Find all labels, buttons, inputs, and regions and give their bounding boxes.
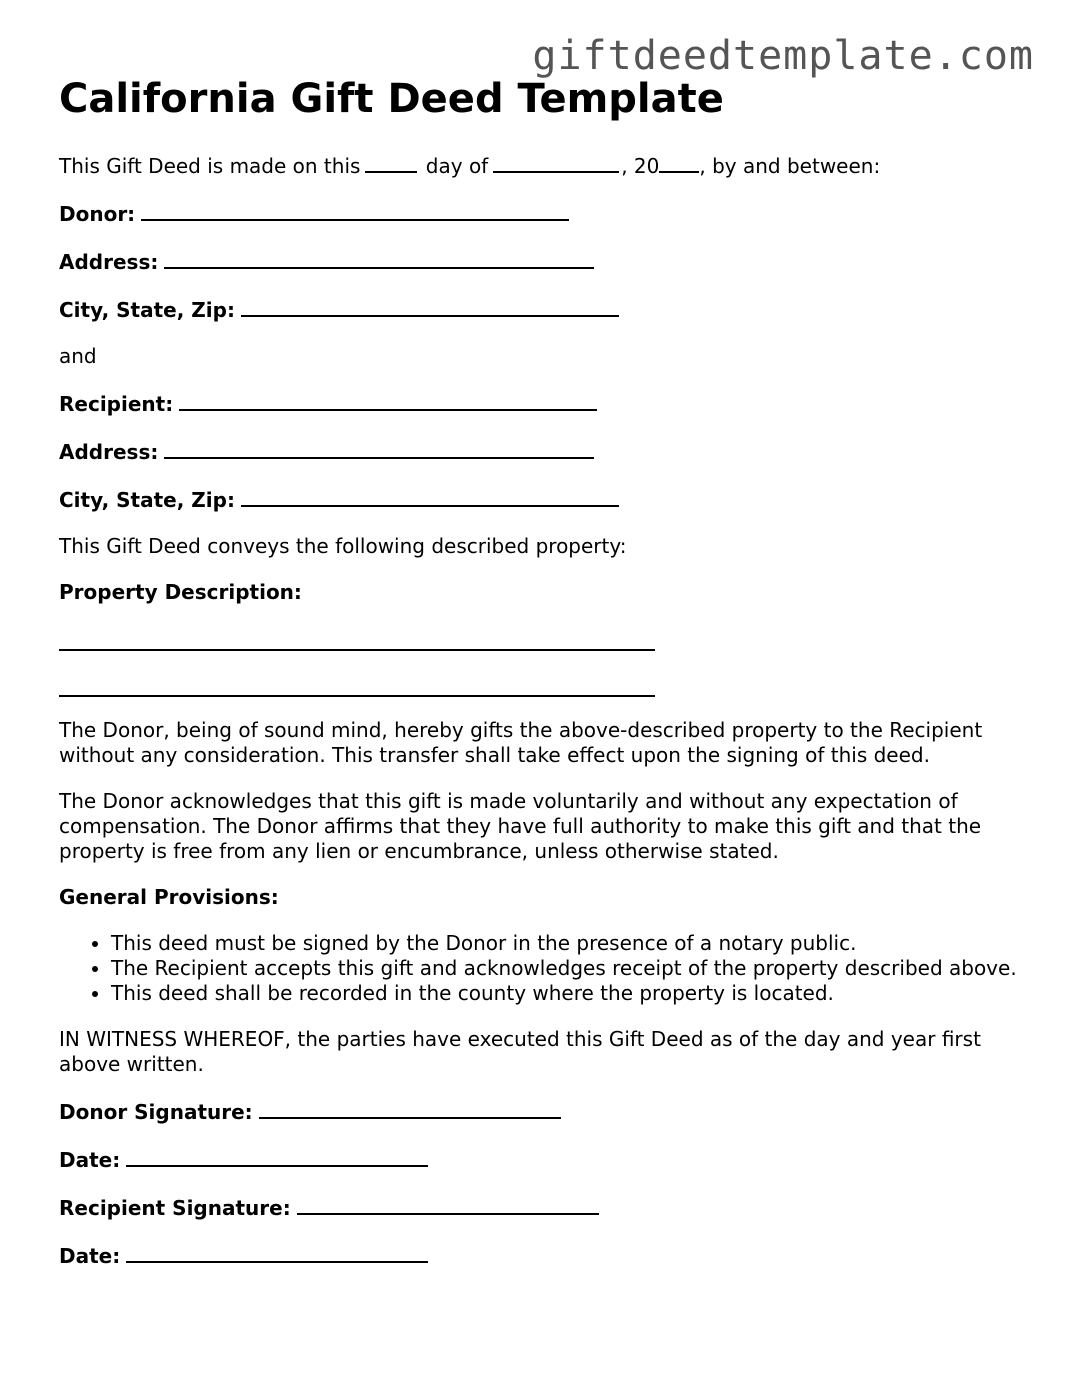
- list-item: • This deed must be signed by the Donor in the presence of a notary public.: [111, 931, 1019, 956]
- paragraph-gift: The Donor, being of sound mind, hereby gifts the above-described property to the Recipient without any consideration. This transfer shall take effect upon the signing of this deed.: [59, 718, 983, 767]
- year-blank[interactable]: [659, 152, 699, 173]
- day-blank[interactable]: [365, 152, 417, 173]
- donor-name-row: [59, 200, 1019, 227]
- general-provisions-heading: General Provisions:: [59, 885, 279, 909]
- intro-line: [59, 152, 1019, 179]
- recipient-address-row: [59, 438, 1019, 465]
- donor-city-blank[interactable]: [241, 296, 619, 317]
- donor-address-label: Address:: [59, 250, 159, 274]
- donor-city-label: City, State, Zip:: [59, 298, 235, 322]
- donor-signature-blank[interactable]: [259, 1098, 561, 1119]
- watermark: giftdeedtemplate.com: [532, 33, 1034, 79]
- recipient-date-label: Date:: [59, 1244, 121, 1268]
- general-provisions-list: [59, 931, 1019, 1006]
- paragraph-acknowledgement: The Donor acknowledges that this gift is made voluntarily and without any expectation of compensation. The Donor affirms that they have full authority to make this gift and that the property is free from any lien or encumbrance, unless otherwise stated.: [59, 789, 982, 863]
- month-blank[interactable]: [493, 152, 619, 173]
- intro-by-and-between: , by and between:: [699, 154, 881, 178]
- and-text: and: [59, 344, 97, 368]
- donor-address-row: [59, 248, 1019, 275]
- recipient-city-label: City, State, Zip:: [59, 488, 235, 512]
- recipient-signature-blank[interactable]: [297, 1194, 599, 1215]
- donor-date-row: [59, 1146, 1019, 1173]
- recipient-city-row: [59, 486, 1019, 513]
- donor-date-label: Date:: [59, 1148, 121, 1172]
- recipient-date-row: [59, 1242, 1019, 1269]
- intro-before-day: This Gift Deed is made on this: [59, 154, 361, 178]
- donor-address-blank[interactable]: [164, 248, 594, 269]
- page-title: California Gift Deed Template: [59, 76, 724, 122]
- recipient-signature-label: Recipient Signature:: [59, 1196, 291, 1220]
- donor-name-blank[interactable]: [141, 200, 569, 221]
- list-item: • This deed shall be recorded in the county where the property is located.: [111, 981, 1019, 1006]
- donor-city-row: [59, 296, 1019, 323]
- document-body: [59, 74, 1019, 1290]
- conveys-text: This Gift Deed conveys the following described property:: [59, 534, 627, 558]
- intro-comma-20: , 20: [621, 154, 660, 178]
- property-description-label: Property Description:: [59, 580, 302, 604]
- recipient-city-blank[interactable]: [241, 486, 619, 507]
- donor-signature-label: Donor Signature:: [59, 1100, 253, 1124]
- property-description-line-2[interactable]: [59, 672, 655, 697]
- donor-signature-row: [59, 1098, 1019, 1125]
- donor-date-blank[interactable]: [126, 1146, 428, 1167]
- recipient-name-row: [59, 390, 1019, 417]
- recipient-name-label: Recipient:: [59, 392, 174, 416]
- recipient-signature-row: [59, 1194, 1019, 1221]
- recipient-address-blank[interactable]: [164, 438, 594, 459]
- list-item: • The Recipient accepts this gift and acknowledges receipt of the property described above.: [111, 956, 1019, 981]
- property-description-line-1[interactable]: [59, 626, 655, 651]
- witness-text: IN WITNESS WHEREOF, the parties have executed this Gift Deed as of the day and year first above written.: [59, 1027, 981, 1076]
- recipient-address-label: Address:: [59, 440, 159, 464]
- recipient-name-blank[interactable]: [179, 390, 597, 411]
- donor-name-label: Donor:: [59, 202, 136, 226]
- recipient-date-blank[interactable]: [126, 1242, 428, 1263]
- intro-day-of: day of: [425, 154, 489, 178]
